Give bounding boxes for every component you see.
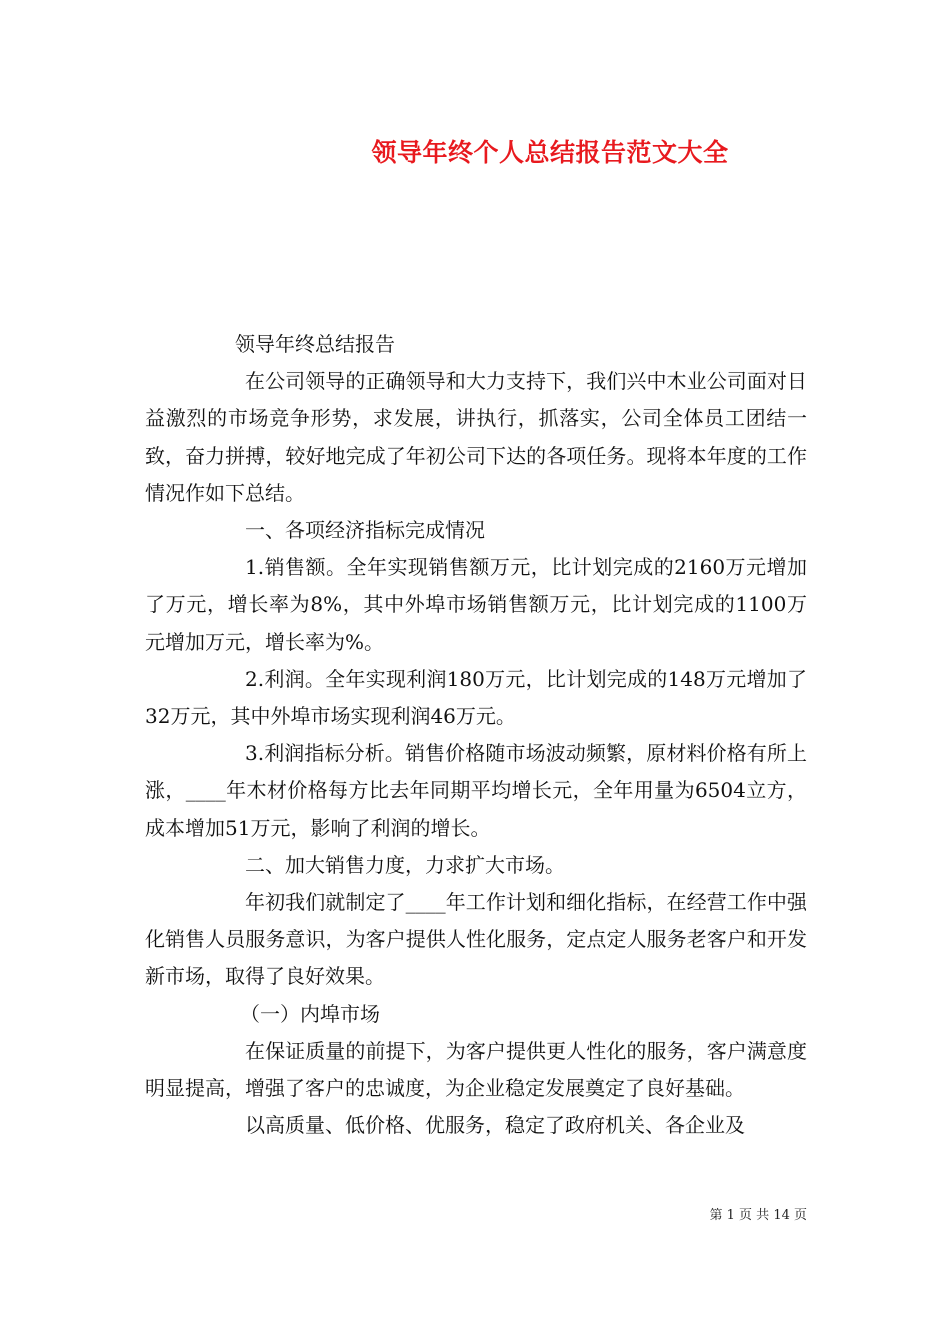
paragraph-profit: 2.利润。全年实现利润180万元，比计划完成的148万元增加了32万元，其中外埠市场实现利润46万元。 [145,666,807,729]
document-title: 领导年终个人总结报告范文大全 [371,138,729,167]
paragraph-service: 以高质量、低价格、优服务，稳定了政府机关、各企业及 [245,1113,745,1138]
paragraph-quality: 在保证质量的前提下，为客户提供更人性化的服务，客户满意度明显提高，增强了客户的忠诚度，为企业稳定发展奠定了良好基础。 [145,1038,807,1101]
page-number-footer: 第 1 页 共 14 页 [709,1208,807,1223]
paragraph-plan: 年初我们就制定了____年工作计划和细化指标，在经营工作中强化销售人员服务意识，为客户提供人性化服务，定点定人服务老客户和开发新市场，取得了良好效果。 [145,890,807,989]
section-heading-1: 一、各项经济指标完成情况 [245,518,485,543]
section-heading-2: 二、加大销售力度，力求扩大市场。 [245,852,565,877]
paragraph-profit-analysis: 3.利润指标分析。销售价格随市场波动频繁，原材料价格有所上涨，____年木材价格每方比去年同期平均增长元，全年用量为6504立方，成本增加51万元，影响了利润的增长。 [145,741,807,840]
paragraph-sales: 1.销售额。全年实现销售额万元，比计划完成的2160万元增加了万元，增长率为8%，其中外埠市场销售额万元，比计划完成的1100万元增加万元，增长率为%。 [145,555,807,654]
report-heading: 领导年终总结报告 [235,332,395,356]
document-body [145,326,807,1144]
subsection-heading-local-market: （一）内埠市场 [240,1001,380,1026]
paragraph-intro: 在公司领导的正确领导和大力支持下，我们兴中木业公司面对日益激烈的市场竞争形势，求发展，讲执行，抓落实，公司全体员工团结一致，奋力拼搏，较好地完成了年初公司下达的各项任务。现将本年度的工作情况作如下总结。 [145,369,807,505]
